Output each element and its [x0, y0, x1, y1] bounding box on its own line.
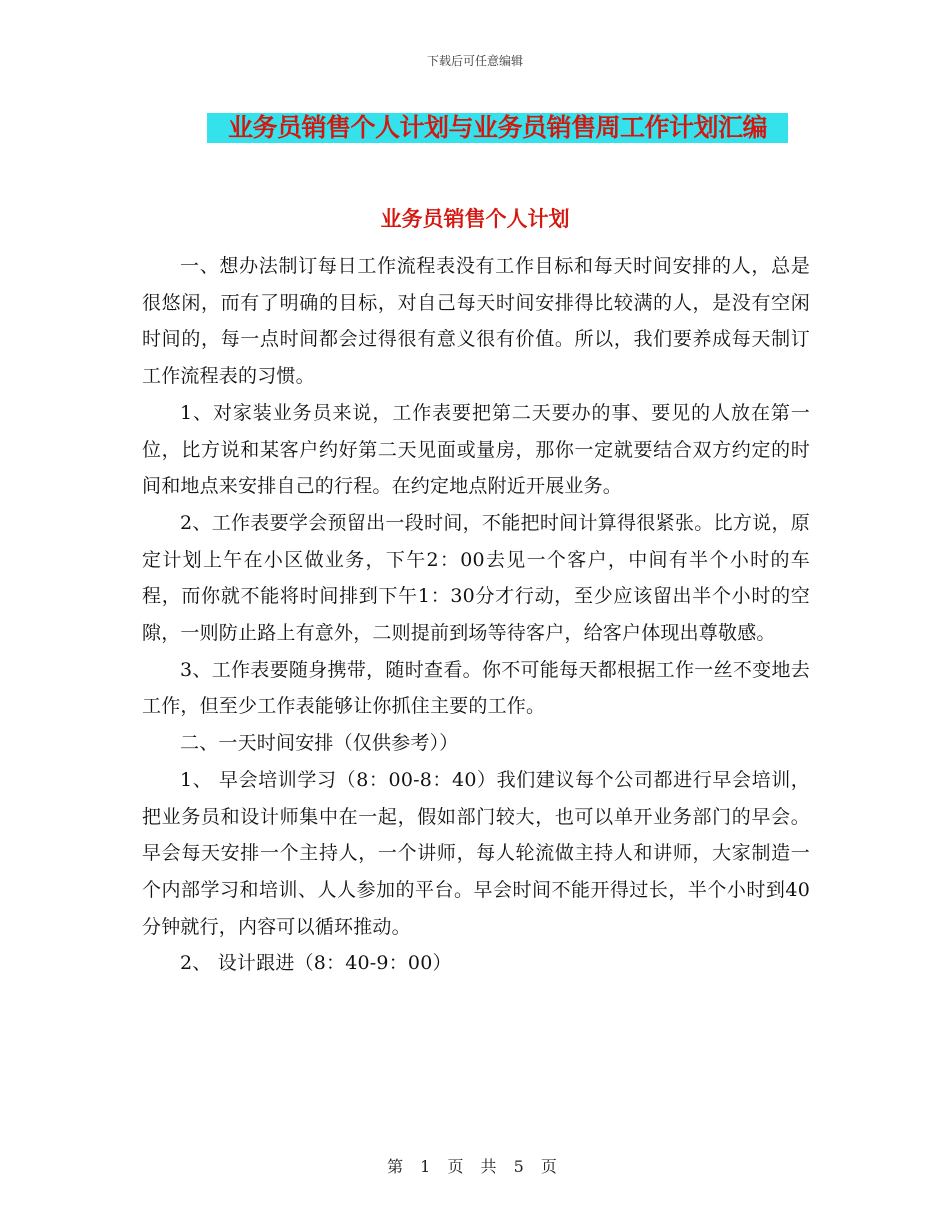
- paragraph: 3、工作表要随身携带，随时查看。你不可能每天都根据工作一丝不变地去工作，但至少工作表能够让你抓住主要的工作。: [142, 658, 810, 718]
- paragraph: 2、 设计跟进（8：40-9：00）: [180, 952, 452, 975]
- section-title: 业务员销售个人计划: [380, 207, 570, 231]
- paragraph: 1、对家装业务员来说，工作表要把第二天要办的事、要见的人放在第一位，比方说和某客户约好第二天见面或量房，那你一定就要结合双方约定的时间和地点来安排自己的行程。在约定地点附近开展业务。: [142, 401, 810, 498]
- paragraph: 1、 早会培训学习（8：00-8：40）我们建议每个公司都进行早会培训，把业务员和设计师集中在一起，假如部门较大，也可以单开业务部门的早会。早会每天安排一个主持人，一个讲师，每人轮流做主持人和讲师，大家制造一个内部学习和培训、人人参加的平台。早会时间不能开得过长，半个小时到40分钟就行，内容可以循环推动。: [142, 768, 810, 938]
- paragraph: 2、工作表要学会预留出一段时间，不能把时间计算得很紧张。比方说，原定计划上午在小区做业务，下午2：00去见一个客户，中间有半个小时的车程，而你就不能将时间排到下午1：30分才行动，至少应该留出半个小时的空隙，一则防止路上有意外，二则提前到场等待客户，给客户体现出尊敬感。: [142, 511, 810, 645]
- paragraph: 二、一天时间安排（仅供参考））: [180, 732, 459, 755]
- header-note: 下载后可任意编辑: [426, 54, 523, 68]
- page-number: 第 1 页 共 5 页: [387, 1157, 563, 1176]
- document-title: 业务员销售个人计划与业务员销售周工作计划汇编: [207, 113, 788, 143]
- paragraph: 一、想办法制订每日工作流程表没有工作目标和每天时间安排的人，总是很悠闲，而有了明确的目标，对自己每天时间安排得比较满的人，是没有空闲时间的，每一点时间都会过得很有意义很有价值。所以，我们要养成每天制订工作流程表的习惯。: [142, 255, 810, 388]
- document-body: [142, 248, 810, 982]
